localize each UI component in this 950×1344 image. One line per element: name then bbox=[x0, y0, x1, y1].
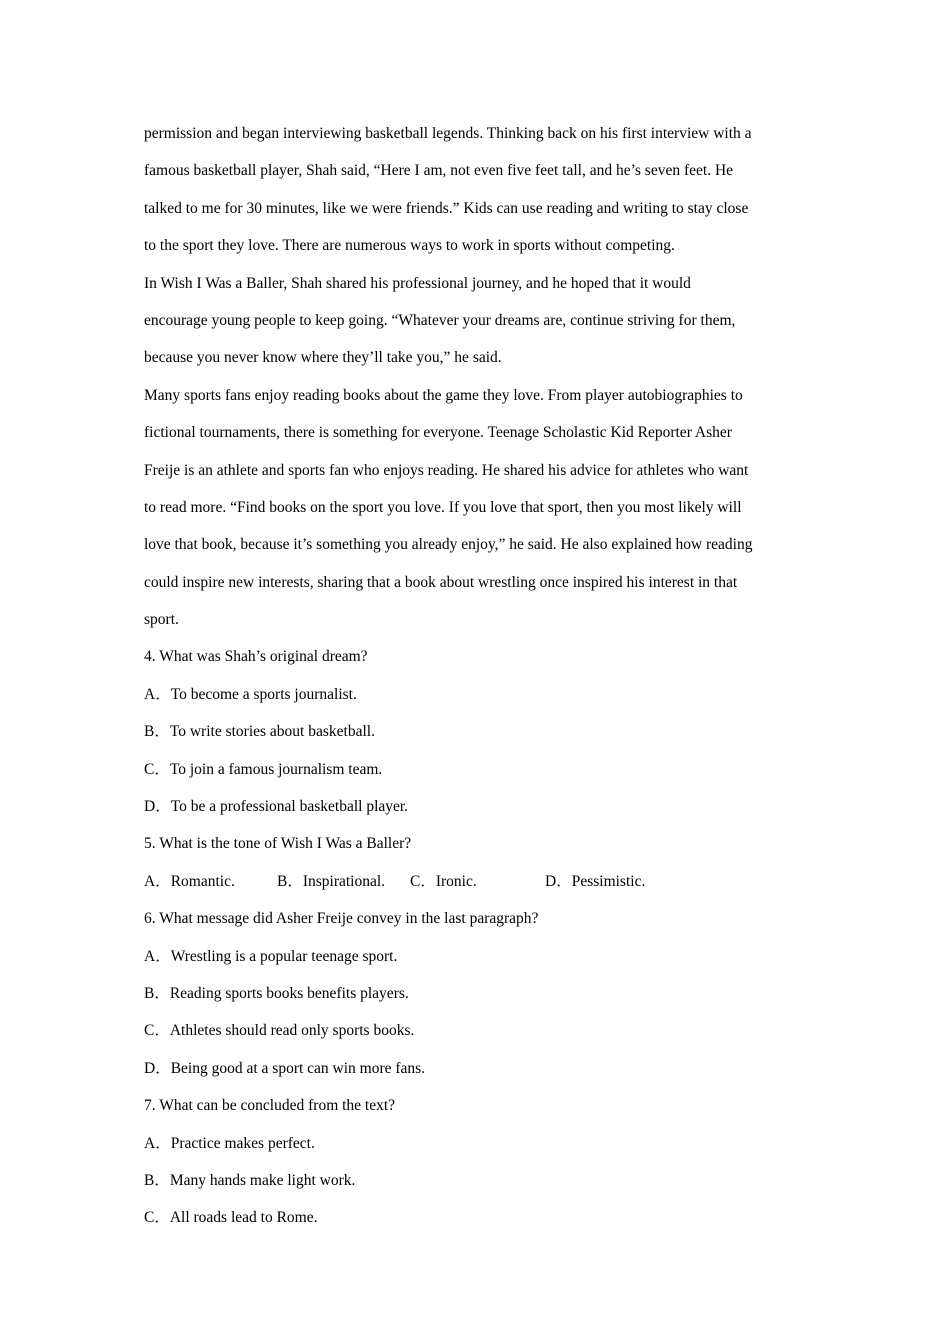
answer-option: B．Inspirational. bbox=[277, 872, 386, 890]
question-7 bbox=[144, 1087, 819, 1237]
text-line: famous basketball player, Shah said, “Here I am, not even five feet tall, and he’s seven feet. He bbox=[144, 162, 734, 180]
answer-options-row bbox=[144, 863, 819, 900]
paragraph-3 bbox=[144, 377, 819, 639]
answer-option: D．To be a professional basketball player. bbox=[144, 798, 409, 816]
text-line: Freije is an athlete and sports fan who enjoys reading. He shared his advice for athletes who want bbox=[144, 461, 749, 479]
text-line: to the sport they love. There are numerous ways to work in sports without competing. bbox=[144, 237, 675, 255]
answer-option: D．Pessimistic. bbox=[545, 872, 646, 890]
question-stem: 7. What can be concluded from the text? bbox=[144, 1097, 396, 1115]
text-line: love that book, because it’s something you already enjoy,” he said. He also explained how reading bbox=[144, 536, 753, 554]
question-stem: 5. What is the tone of Wish I Was a Baller? bbox=[144, 835, 412, 853]
question-5 bbox=[144, 825, 819, 900]
answer-option: A．To become a sports journalist. bbox=[144, 685, 357, 703]
answer-option: B．Reading sports books benefits players. bbox=[144, 984, 409, 1002]
question-6 bbox=[144, 900, 819, 1087]
paragraph-1 bbox=[144, 115, 819, 265]
text-line: to read more. “Find books on the sport you love. If you love that sport, then you most likely will bbox=[144, 498, 742, 516]
text-line: In Wish I Was a Baller, Shah shared his professional journey, and he hoped that it would bbox=[144, 274, 691, 292]
answer-option: A．Wrestling is a popular teenage sport. bbox=[144, 947, 398, 965]
text-line: encourage young people to keep going. “Whatever your dreams are, continue striving for them, bbox=[144, 311, 736, 329]
answer-option: C．Athletes should read only sports books. bbox=[144, 1022, 415, 1040]
answer-option: A．Practice makes perfect. bbox=[144, 1134, 315, 1152]
text-line: talked to me for 30 minutes, like we were friends.” Kids can use reading and writing to stay close bbox=[144, 199, 749, 217]
paragraph-2 bbox=[144, 265, 819, 377]
answer-option: C．To join a famous journalism team. bbox=[144, 760, 383, 778]
text-line: Many sports fans enjoy reading books about the game they love. From player autobiographies to bbox=[144, 386, 743, 404]
document-page bbox=[144, 115, 819, 1237]
question-stem: 6. What message did Asher Freije convey in the last paragraph? bbox=[144, 910, 539, 928]
question-4 bbox=[144, 638, 819, 825]
answer-option: B．To write stories about basketball. bbox=[144, 723, 375, 741]
question-stem: 4. What was Shah’s original dream? bbox=[144, 648, 368, 666]
answer-option: C．All roads lead to Rome. bbox=[144, 1209, 318, 1227]
answer-option: D．Being good at a sport can win more fans. bbox=[144, 1059, 426, 1077]
text-line: permission and began interviewing basketball legends. Thinking back on his first interview with a bbox=[144, 125, 752, 142]
text-line: could inspire new interests, sharing that a book about wrestling once inspired his interest in that bbox=[144, 573, 738, 591]
text-line: because you never know where they’ll take you,” he said. bbox=[144, 349, 502, 367]
text-line: fictional tournaments, there is something for everyone. Teenage Scholastic Kid Reporter Asher bbox=[144, 424, 732, 442]
answer-option: B．Many hands make light work. bbox=[144, 1171, 356, 1189]
answer-option: C．Ironic. bbox=[410, 872, 477, 890]
text-line: sport. bbox=[144, 611, 179, 629]
answer-option: A．Romantic. bbox=[144, 872, 235, 890]
